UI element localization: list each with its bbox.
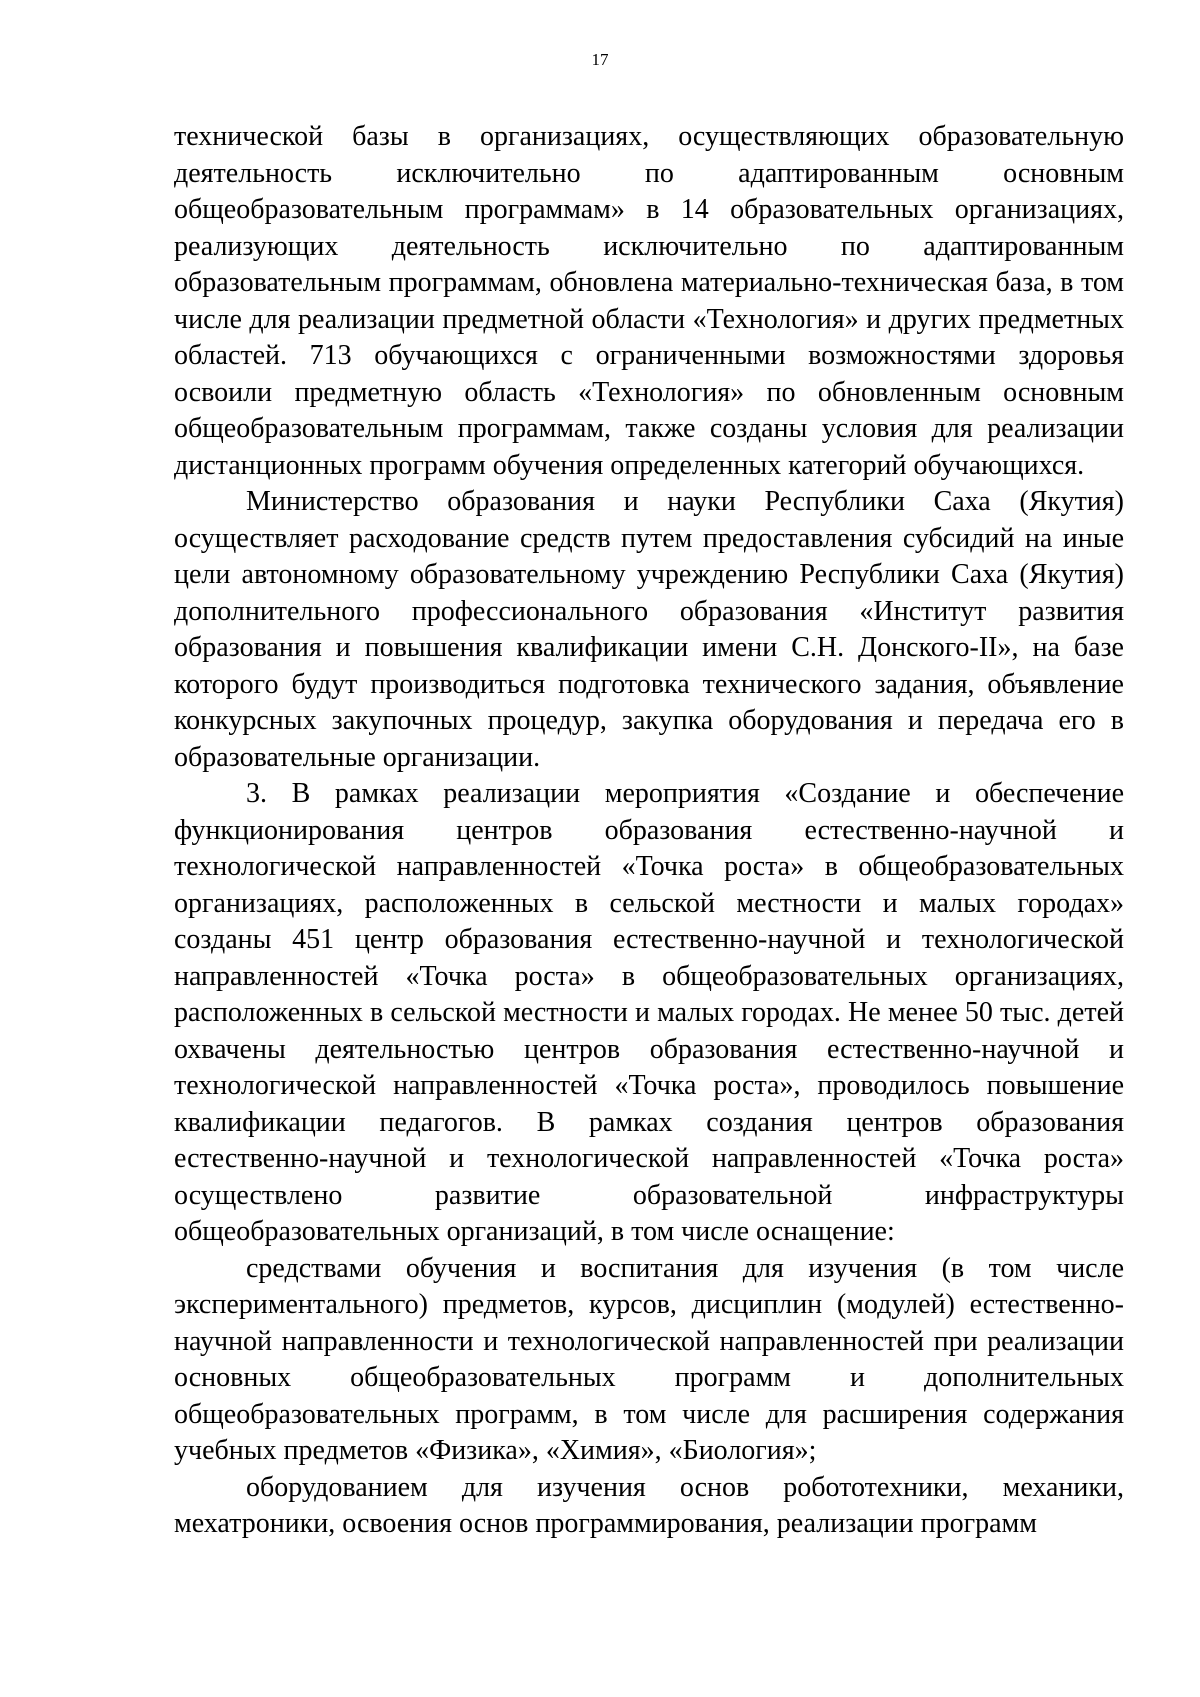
- paragraph-ministry-subsidies: Министерство образования и науки Республики Саха (Якутия) осуществляет расходование средств путем предоставления субсидий на иные цели автономному образовательному учреждению Республики Саха (Якутия) дополнительного профессионального образования «Институт развития образования и повышения квалификации имени С.Н. Донского-II», на базе которого будут производиться подготовка технического задания, объявление конкурсных закупочных процедур, закупка оборудования и передача его в образовательные организации.: [174, 486, 1124, 773]
- paragraph-robotics-equipment: оборудованием для изучения основ робототехники, механики, мехатроники, освоения основ программирования, реализации программ: [174, 1471, 1124, 1539]
- paragraph-tochka-rosta-centers: 3. В рамках реализации мероприятия «Создание и обеспечение функционирования центров образования естественно-научной и технологической направленностей «Точка роста» в общеобразовательных организациях, расположенных в сельской местности и малых городах» созданы 451 центр образования естественно-научной и технологической направленностей «Точка роста» в общеобразовательных организациях, расположенных в сельской местности и малых городах. Не менее 50 тыс. детей охвачены деятельностью центров образования естественно-научной и технологической направленностей «Точка роста», проводилось повышение квалификации педагогов. В рамках создания центров образования естественно-научной и технологической направленностей «Точка роста» осуществлено развитие образовательной инфраструктуры общеобразовательных организаций, в том числе оснащение:: [174, 778, 1124, 1247]
- paragraph-continuation: технической базы в организациях, осуществляющих образовательную деятельность исключительно по адаптированным основным общеобразовательным программам» в 14 образовательных организациях, реализующих деятельность исключительно по адаптированным образовательным программам, обновлена материально-техническая база, в том числе для реализации предметной области «Технология» и других предметных областей. 713 обучающихся с ограниченными возможностями здоровья освоили предметную область «Технология» по обновленным основным общеобразовательным программам, также созданы условия для реализации дистанционных программ обучения определенных категорий обучающихся.: [174, 121, 1124, 481]
- document-body: [174, 119, 1124, 1543]
- paragraph-learning-tools: средствами обучения и воспитания для изучения (в том числе экспериментального) предметов, курсов, дисциплин (модулей) естественно-научной направленности и технологической направленностей при реализации основных общеобразовательных программ и дополнительных общеобразовательных программ, в том числе для расширения содержания учебных предметов «Физика», «Химия», «Биология»;: [174, 1252, 1124, 1466]
- page-number: 17: [591, 50, 609, 69]
